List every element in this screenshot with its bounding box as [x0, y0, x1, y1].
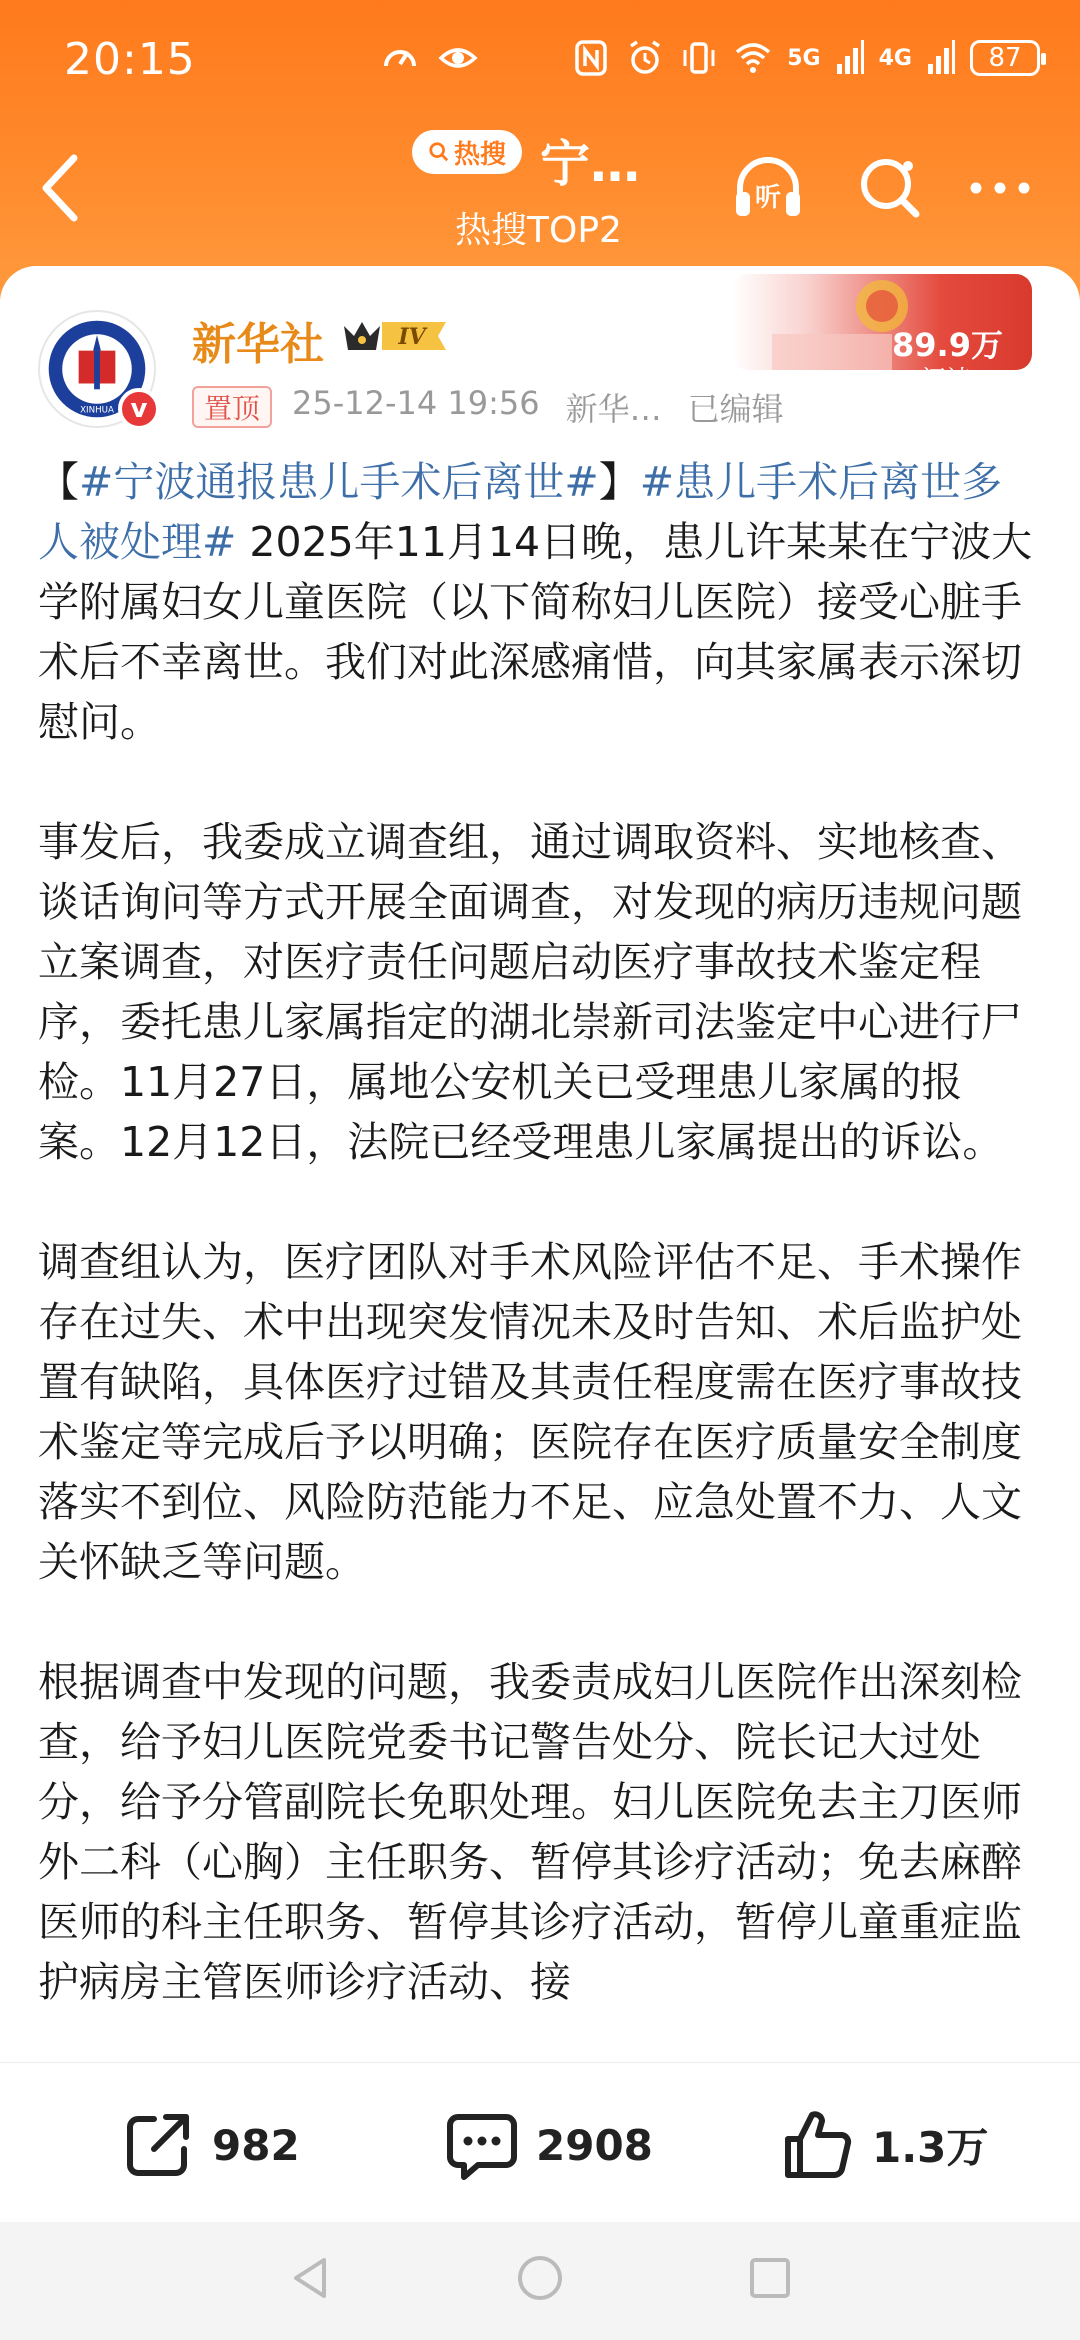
- post-paragraph-2: 事发后，我委成立调查组，通过调取资料、实地核查、谈话询问等方式开展全面调查，对发现的病历违规问题立案调查，对医疗责任问题启动医疗事故技术鉴定程序，委托患儿家属指定的湖北崇新司法鉴定中心进行尸检。11月27日，属地公安机关已受理患儿家属的报案。12月12日，法院已经受理患儿家属提出的诉讼。: [38, 818, 1022, 1166]
- alarm-icon: [625, 38, 665, 78]
- top-nav-bar: [0, 110, 1080, 260]
- system-nav-bar: [0, 2222, 1080, 2340]
- back-arrow-icon[interactable]: [36, 148, 86, 228]
- bracket-open: 【: [38, 458, 79, 506]
- post-meta: [292, 384, 784, 430]
- thumbs-up-icon: [780, 2107, 856, 2183]
- page-subtitle: 热搜TOP2: [455, 210, 622, 251]
- listen-button[interactable]: [728, 148, 808, 228]
- read-count: 89.9万: [892, 326, 1003, 364]
- paragraph-text: 2025年11月14日晚，患儿许某某在宁波大学附属妇女儿童医院（以下简称妇儿医院）接受心脏手术后不幸离世。我们对此深感痛惜，向其家属表示深切慰问。: [38, 518, 1033, 746]
- signal-5g-icon: [835, 38, 865, 78]
- eye-icon: [438, 38, 478, 78]
- hashtag-link[interactable]: #患儿手术后离世多人被处理#: [38, 458, 1003, 566]
- wifi-icon: [733, 38, 773, 78]
- post-date: 25-12-14 19:56: [292, 384, 540, 422]
- action-bar: [0, 2062, 1080, 2222]
- share-count: 982: [212, 2120, 300, 2170]
- signal-4g-label: 4G: [878, 45, 912, 71]
- comment-button[interactable]: [444, 2105, 653, 2185]
- hashtag-link[interactable]: #宁波通报患儿手术后离世#: [79, 458, 599, 506]
- verified-badge: v: [118, 388, 160, 430]
- post-source: 新华…: [565, 390, 662, 428]
- more-dots-icon: [960, 148, 1040, 228]
- search-button[interactable]: [850, 148, 930, 228]
- read-label: 阅读: [920, 366, 973, 396]
- listen-label: 听: [754, 183, 782, 213]
- nfc-icon: [571, 38, 611, 78]
- comment-icon: [444, 2107, 520, 2183]
- like-count: 1.3万: [872, 2123, 989, 2172]
- status-bar: [0, 28, 1080, 92]
- pinned-tag: 置顶: [192, 386, 272, 428]
- page-title: 宁…: [540, 135, 640, 193]
- author-name[interactable]: 新华社: [192, 319, 324, 370]
- system-back-icon[interactable]: [284, 2250, 340, 2306]
- battery-level: 87: [988, 43, 1022, 73]
- post-paragraph-1: [38, 452, 1042, 752]
- post-paragraph-3: 调查组认为，医疗团队对手术风险评估不足、手术操作存在过失、术中出现突发情况未及时告知、术后监护处置有缺陷，具体医疗过错及其责任程度需在医疗事故技术鉴定等完成后予以明确；医院存在医疗质量安全制度落实不到位、风险防范能力不足、应急处置不力、人文关怀缺乏等问题。: [38, 1238, 1022, 1586]
- search-icon: [850, 148, 930, 228]
- signal-4g-icon: [926, 38, 956, 78]
- vibrate-icon: [679, 38, 719, 78]
- post-edited-label: 已编辑: [687, 390, 784, 428]
- search-icon: [428, 141, 450, 163]
- battery-indicator: [970, 40, 1040, 76]
- hot-search-label: 热搜: [453, 139, 506, 170]
- status-time: 20:15: [64, 34, 196, 85]
- post-card: [0, 266, 1080, 2066]
- status-right-icons: [571, 38, 1040, 78]
- share-icon: [120, 2107, 196, 2183]
- system-recent-apps-icon[interactable]: [742, 2250, 798, 2306]
- headphones-icon: [728, 148, 808, 228]
- system-home-icon[interactable]: [512, 2250, 568, 2306]
- speedometer-icon: [380, 38, 420, 78]
- share-button[interactable]: [120, 2105, 300, 2185]
- comment-count: 2908: [536, 2120, 653, 2170]
- hot-search-pill[interactable]: [412, 130, 522, 174]
- status-left-icons: [380, 38, 478, 78]
- more-button[interactable]: [960, 148, 1040, 228]
- level-crown-badge: [340, 314, 452, 358]
- like-button[interactable]: [780, 2105, 988, 2185]
- post-body: [38, 452, 1042, 2006]
- signal-5g-label: 5G: [787, 45, 821, 71]
- level-label: IV: [398, 324, 426, 350]
- post-paragraph-4: 根据调查中发现的问题，我委责成妇儿医院作出深刻检查，给予妇儿医院党委书记警告处分、院长记大过处分，给予分管副院长免职处理。妇儿医院免去主刀医师外二科（心胸）主任职务、暂停其诊疗活动；免去麻醉医师的科主任职务、暂停其诊疗活动，暂停儿童重症监护病房主管医师诊疗活动、接: [38, 1658, 1022, 2006]
- avatar-text: XINHUA: [80, 405, 114, 416]
- bracket-close: 】: [598, 458, 640, 506]
